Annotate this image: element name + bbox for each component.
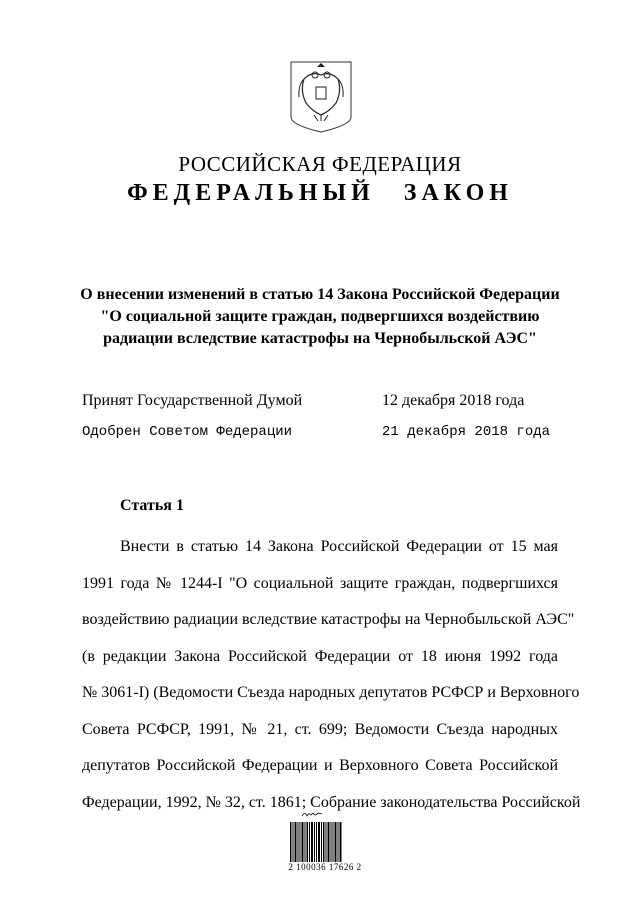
- article-body: [82, 529, 581, 821]
- subject-line: О внесении изменений в статью 14 Закона Российской Федерации: [80, 286, 560, 303]
- council-label: Одобрен Советом Федерации: [82, 424, 293, 440]
- handwritten-mark-icon: [301, 810, 323, 818]
- article-line: Внести в статью 14 Закона Российской Федерации от 15 мая: [120, 538, 558, 555]
- duma-label: Принят Государственной Думой: [82, 392, 303, 409]
- barcode-number: 2 100036 17626 2: [288, 862, 362, 872]
- coat-of-arms-emblem: [290, 61, 352, 133]
- subject-line: радиации вследствие катастрофы на Чернобыльской АЭС": [103, 330, 537, 347]
- article-line: (в редакции Закона Российской Федерации от 18 июня 1992 года: [82, 647, 558, 665]
- article-line: Федерации, 1992, № 32, ст. 1861; Собрание законодательства Российской: [82, 793, 581, 811]
- duma-date: 12 декабря 2018 года: [382, 392, 525, 409]
- country-name: РОССИЙСКАЯ ФЕДЕРАЦИЯ: [178, 152, 462, 176]
- article-line: 1991 года № 1244-I "О социальной защите граждан, подвергшихся: [82, 574, 558, 592]
- article-line: воздействию радиации вследствие катастрофы на Чернобыльской АЭС": [82, 611, 575, 628]
- article-line: № 3061-I) (Ведомости Съезда народных депутатов РСФСР и Верховного: [82, 684, 580, 701]
- subject-line: "О социальной защите граждан, подвергшихся воздействию: [100, 308, 540, 325]
- law-type-title: ФЕДЕРАЛЬНЫЙ ЗАКОН: [127, 180, 513, 206]
- article-title: Статья 1: [120, 497, 184, 514]
- article-line: Совета РСФСР, 1991, № 21, ст. 699; Ведомости Съезда народных: [82, 720, 558, 738]
- barcode-bars: [290, 822, 342, 862]
- council-date: 21 декабря 2018 года: [382, 424, 551, 440]
- article-line: депутатов Российской Федерации и Верховного Совета Российской: [82, 757, 558, 774]
- law-subject: [60, 284, 580, 350]
